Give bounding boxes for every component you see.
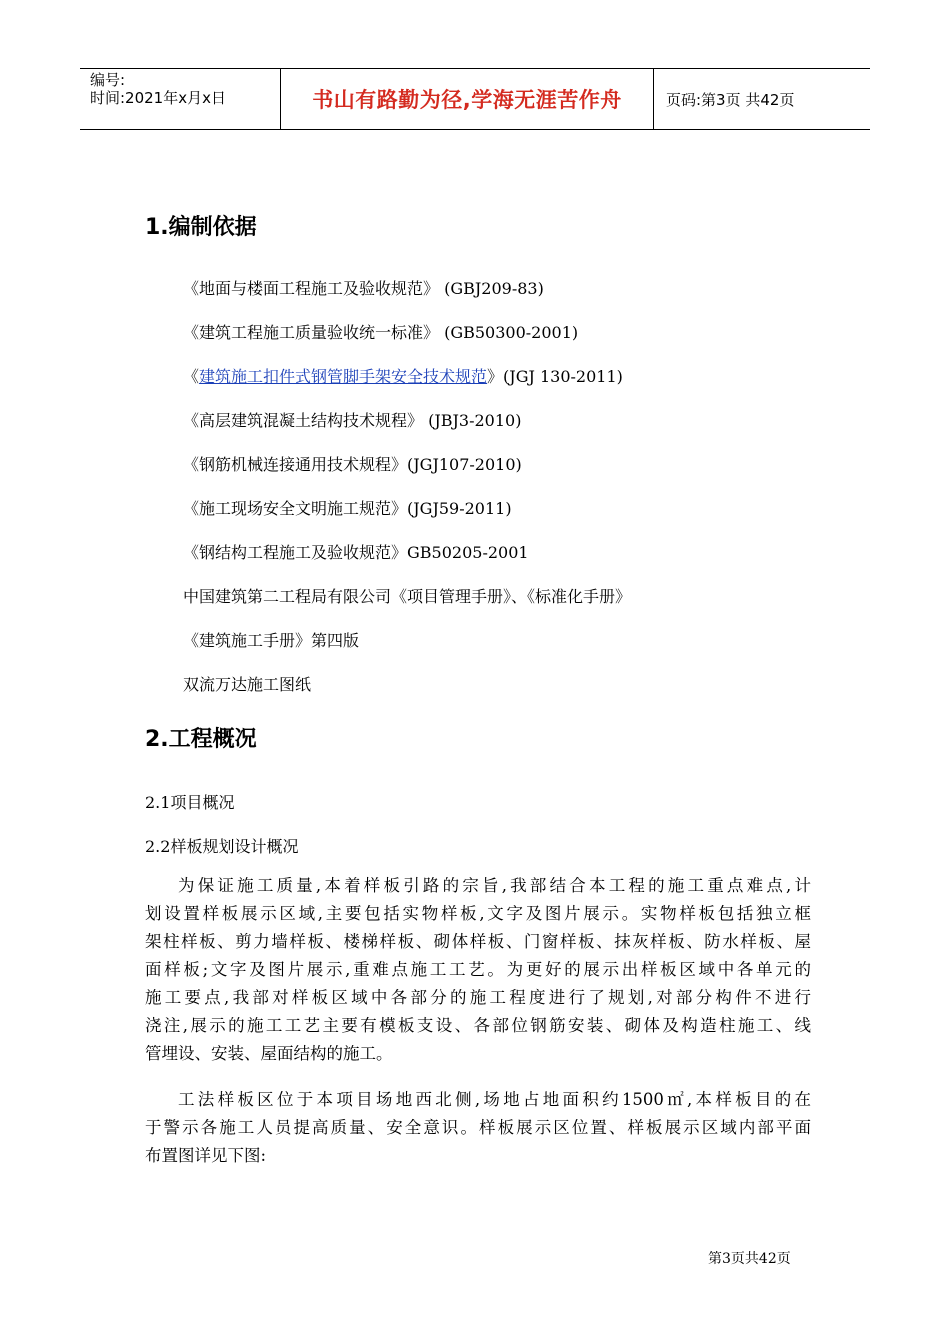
- reference-item: 《钢结构工程施工及验收规范》GB50205-2001: [183, 543, 529, 562]
- paragraph-line: 划设置样板展示区域,主要包括实物样板,文字及图片展示。实物样板包括独立框: [145, 904, 811, 923]
- reference-item: 中国建筑第二工程局有限公司《项目管理手册》、《标准化手册》: [183, 587, 632, 606]
- paragraph-sample-plan: [145, 872, 811, 1068]
- reference-item: 《施工现场安全文明施工规范》(JGJ59-2011): [183, 499, 512, 518]
- reference-item: [183, 364, 623, 387]
- header-page-info: 页码:第3页 共42页: [666, 90, 795, 109]
- paragraph-line: 工法样板区位于本项目场地西北侧,场地占地面积约1500㎡,本样板目的在: [178, 1090, 811, 1109]
- reference-item: 《地面与楼面工程施工及验收规范》 (GBJ209-83): [183, 279, 544, 298]
- subsection-title: 2.2样板规划设计概况: [145, 837, 299, 856]
- paragraph-line: 架柱样板、剪力墙样板、楼梯样板、砌体样板、门窗样板、抹灰样板、防水样板、屋: [145, 932, 811, 951]
- reference-item: 《建筑工程施工质量验收统一标准》 (GB50300-2001): [183, 323, 579, 342]
- reference-item: 双流万达施工图纸: [183, 675, 312, 694]
- reference-open-bracket: 《: [183, 367, 200, 386]
- header-meta: [80, 69, 281, 129]
- section-1-title: 1.编制依据: [145, 215, 257, 240]
- subsection-title: 2.1项目概况: [145, 793, 235, 812]
- section-2-title: 2.工程概况: [145, 727, 257, 752]
- paragraph-line: 浇注,展示的施工工艺主要有模板支设、各部位钢筋安装、砌体及构造柱施工、线: [145, 1016, 811, 1035]
- reference-item: 《高层建筑混凝土结构技术规程》 (JBJ3-2010): [183, 411, 522, 430]
- header-motto: 书山有路勤为径,学海无涯苦作舟: [281, 69, 654, 129]
- reference-item: 《建筑施工手册》第四版: [183, 631, 360, 650]
- reference-link[interactable]: 建筑施工扣件式钢管脚手架安全技术规范: [199, 367, 488, 386]
- paragraph-line: 为保证施工质量,本着样板引路的宗旨,我部结合本工程的施工重点难点,计: [178, 876, 811, 895]
- paragraph-sample-area: [145, 1086, 811, 1170]
- reference-item: 《钢筋机械连接通用技术规程》(JGJ107-2010): [183, 455, 522, 474]
- paragraph-line: 管埋设、安装、屋面结构的施工。: [145, 1044, 393, 1063]
- number-label: 编号:: [90, 71, 126, 89]
- paragraph-line: 于警示各施工人员提高质量、安全意识。样板展示区位置、样板展示区域内部平面: [145, 1118, 811, 1137]
- paragraph-line: 布置图详见下图:: [145, 1146, 267, 1165]
- page-footer: 第3页共42页: [708, 1251, 791, 1267]
- page-header: [80, 68, 870, 130]
- reference-code: 》(JGJ 130-2011): [487, 367, 623, 386]
- time-label: 时间:2021年x月x日: [90, 89, 226, 107]
- paragraph-line: 面样板;文字及图片展示,重难点施工工艺。为更好的展示出样板区域中各单元的: [145, 960, 811, 979]
- paragraph-line: 施工要点,我部对样板区域中各部分的施工程度进行了规划,对部分构件不进行: [145, 988, 811, 1007]
